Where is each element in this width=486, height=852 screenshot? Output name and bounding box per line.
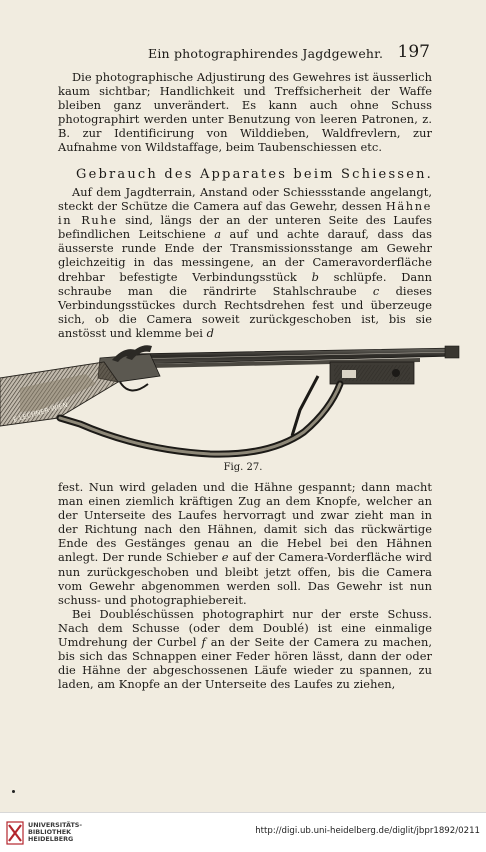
rifle-figure: [0, 340, 486, 462]
figure-caption: Fig. 27.: [223, 462, 263, 473]
paragraph-4: [58, 607, 432, 692]
page-number: 197: [397, 42, 430, 62]
running-title: Ein photographirendes Jagdgewehr.: [148, 46, 384, 61]
rifle-camera-engraving: [0, 340, 486, 462]
letter-reference: c: [372, 283, 380, 298]
text-run: dieses Verbindungsstückes durch Rechtsdrehen fest und überzeuge sich, ob die Camera soweit zurückgeschoben ist, bis sie anstösst und klemme bei: [58, 283, 432, 340]
footer-bar: [0, 812, 486, 852]
paragraph-block-1: [58, 70, 432, 155]
paragraph-2: [58, 185, 432, 340]
text-run: auf und achte darauf, dass das äusserste runde Ende der Transmissionsstange am Gewehr gleichzeitig in das messingene, an der Cameravorderfläche drehbar befestigte Verbindungsstück: [58, 227, 432, 284]
page-header: [60, 42, 430, 62]
text-run: fest. Nun wird geladen und die Hähne gespannt; dann macht man einen ziemlich kräftigen Zug an dem Knopfe, welcher an der Unterseite des Laufes hervorragt und zwar zieht man in der Richtung nach den Hähnen, damit sich das rückwärtige Ende des Gestänges genau an die Hebel bei den Hähnen anlegt. Der runde Schieber: [58, 480, 432, 565]
text-run: an der Seite der Camera zu machen, bis sich das Schnappen einer Feder hören lässt, dann der oder die Hähne der abgeschossenen Läufe wieder zu spannen, zu laden, am Knopfe an der Unterseite des Laufes zu ziehen,: [58, 635, 432, 692]
library-logo-icon: [6, 821, 24, 845]
permalink-url[interactable]: http://digi.ub.uni-heidelberg.de/diglit/jbpr1892/0211: [255, 826, 480, 836]
letter-reference: d: [206, 325, 214, 340]
paragraph-block-3: [58, 480, 432, 691]
letter-reference: e: [221, 550, 229, 565]
spaced-emphasis: Hähne in Ruhe: [58, 199, 432, 228]
library-logo[interactable]: [6, 821, 126, 849]
text-run: sind, längs der an der unteren Seite des Laufes befindlichen Leitschiene: [58, 213, 432, 242]
library-name-line-3: HEIDELBERG: [28, 835, 74, 844]
letter-reference: a: [214, 227, 222, 242]
letter-reference: b: [311, 269, 319, 284]
paragraph-1: Die photographische Adjustirung des Gewehres ist äusserlich kaum sichtbar; Handlichkeit und Treffsicherheit der Waffe bleiben ganz unverändert. Es kann auch ohne Schuss photographirt werden unter Benutzung von leeren Patronen, z. B. zur Identificirung von Wilddieben, Waldfrevlern, zur Aufnahme von Wildstaffage, beim Taubenschiessen etc.: [58, 70, 432, 155]
scan-speck: [12, 790, 15, 793]
engraver-signature: E.LECHNER·WIEN: [12, 400, 69, 424]
text-run: auf der Camera-Vorderfläche wird nun zurückgeschoben und bleibt jetzt offen, bis die Camera vom Gewehr abgenommen werden soll. Das Gewehr ist nun schuss- und photographiebereit.: [58, 550, 432, 607]
letter-reference: f: [201, 635, 206, 650]
text-run: Auf dem Jagdterrain, Anstand oder Schiessstande angelangt, steckt der Schütze die Camera auf das Gewehr, dessen: [58, 185, 432, 214]
section-heading: Gebrauch des Apparates beim Schiessen.: [76, 167, 433, 182]
paragraph-3: [58, 480, 432, 607]
text-run: Bei Doubléschüssen photographirt nur der erste Schuss. Nach dem Schusse (oder dem Doublé) ist eine einmalige Umdrehung der Curbel: [58, 606, 432, 650]
library-name-line-1: UNIVERSITÄTS-: [28, 821, 83, 829]
text-run: schlüpfe. Dann schraube man die rändrirte Stahlschraube: [58, 269, 432, 298]
library-name: [28, 822, 82, 844]
library-name-line-2: BIBLIOTHEK: [28, 828, 72, 837]
paragraph-block-2: [58, 185, 432, 340]
